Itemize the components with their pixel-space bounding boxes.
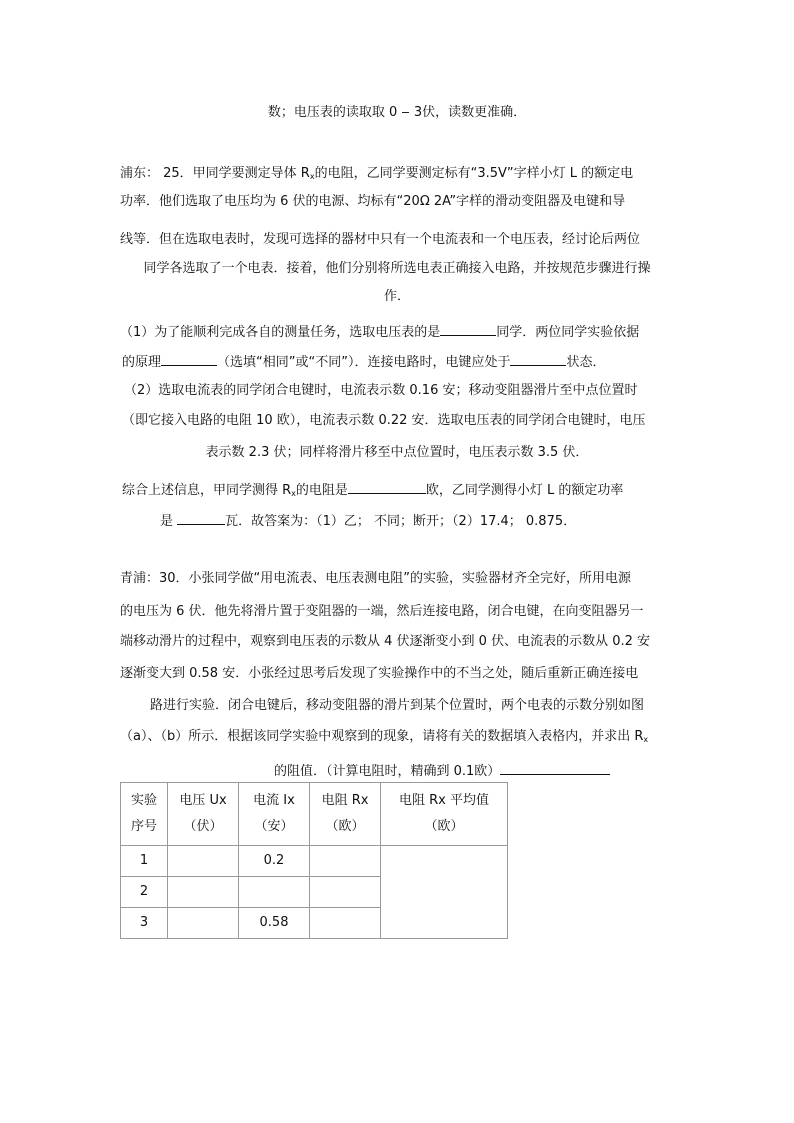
line-text: 是	[160, 514, 178, 529]
header-text: 电压 Ux	[179, 793, 227, 808]
line-text: 表示数 2.3 伏；同样将滑片移至中点位置时，电压表示数 3.5 伏．	[205, 445, 589, 460]
cell-resistance[interactable]	[310, 877, 381, 908]
qingpu-paragraph-line	[120, 728, 648, 749]
line-text: 路进行实验．闭合电键后，移动变阻器的滑片到某个位置时，两个电表的示数分别如图	[149, 698, 644, 713]
cell-no: 1	[121, 846, 168, 877]
subscript: x	[309, 172, 315, 181]
header-text: 序号	[130, 819, 157, 834]
line-text: 的电阻，乙同学要测定标有“3.5V”字样小灯 L 的额定电	[314, 166, 634, 181]
header-cell	[310, 783, 381, 846]
line-text: 的原理	[122, 355, 162, 370]
line-text: 的阻值．（计算电阻时，精确到 0.1欧）	[274, 764, 501, 779]
qingpu-paragraph-line	[120, 570, 631, 588]
cell-no: 3	[121, 908, 168, 939]
cell-no: 2	[121, 877, 168, 908]
header-cell	[121, 783, 168, 846]
subscript: x	[291, 489, 296, 498]
answer-blank	[177, 510, 225, 525]
qingpu-paragraph-line	[0, 697, 794, 715]
header-text: （欧）	[325, 819, 365, 834]
line-text: 逐渐变大到 0.58 安．小张经过思考后发现了实验操作中的不当之处，随后重新正确连接电	[120, 666, 639, 681]
line-text: 状态．	[566, 355, 606, 370]
cell-voltage[interactable]	[168, 877, 239, 908]
cell-resistance[interactable]	[310, 908, 381, 939]
line-text: 瓦．故答案为：（1）乙； 不同；断开；（2）17.4； 0.875．	[225, 514, 577, 529]
cell-resistance[interactable]	[310, 846, 381, 877]
table-header-row	[121, 783, 508, 846]
answer-blank	[510, 351, 566, 366]
cell-current[interactable]: 0.58	[239, 908, 310, 939]
line-text: 线等．但在选取电表时，发现可选择的器材中只有一个电流表和一个电压表，经讨论后两位	[120, 232, 641, 247]
answer-line	[160, 510, 576, 531]
question-2-line	[122, 412, 646, 430]
line-text: 的电压为 6 伏．他先将滑片置于变阻器的一端，然后连接电路，闭合电键，在向变阻器另一	[120, 604, 644, 619]
subscript: x	[643, 735, 649, 744]
question-1-line	[120, 321, 639, 342]
pudong-paragraph-line	[120, 193, 625, 211]
qingpu-paragraph-line	[120, 603, 644, 621]
line-text: 青浦：30．小张同学做“用电流表、电压表测电阻”的实验，实验器材齐全完好，所用电源	[120, 571, 632, 586]
qingpu-paragraph-line	[120, 665, 638, 683]
question-1-line	[122, 351, 605, 372]
line-text: 数；电压表的读取取 0 ‒ 3伏，读数更准确．	[267, 105, 527, 120]
line-text: （1）为了能顺利完成各自的测量任务，选取电压表的是	[120, 325, 441, 340]
pudong-paragraph-line	[0, 288, 794, 306]
line-text: 端移动滑片的过程中，观察到电压表的示数从 4 伏逐渐变小到 0 伏、电流表的示数从 0.2 安	[120, 634, 651, 649]
line-text: 欧，乙同学测得小灯 L 的额定功率	[425, 483, 624, 498]
header-cell	[168, 783, 239, 846]
line-text: 作．	[383, 289, 410, 304]
cell-current[interactable]	[239, 877, 310, 908]
cell-current[interactable]: 0.2	[239, 846, 310, 877]
line-text: 综合上述信息，甲同学测得 R	[122, 483, 292, 498]
header-text: （伏）	[183, 819, 223, 834]
line-text: 功率．他们选取了电压均为 6 伏的电源、均标有“20Ω 2A”字样的滑动变阻器及电键和导	[120, 194, 626, 209]
pudong-paragraph-line	[120, 231, 640, 249]
answer-blank	[440, 321, 496, 336]
line-text: （即它接入电路的电阻 10 欧），电流表示数 0.22 安．选取电压表的同学闭合电键时，电压	[122, 413, 646, 428]
data-table	[120, 782, 508, 939]
line-text: 的电阻是	[295, 483, 348, 498]
cell-voltage[interactable]	[168, 846, 239, 877]
question-2-line	[0, 444, 794, 462]
line-text: （2）选取电流表的同学闭合电键时，电流表示数 0.16 安；移动变阻器滑片至中点位置时	[124, 383, 638, 398]
header-text: （安）	[254, 819, 294, 834]
pudong-paragraph-line	[120, 165, 633, 186]
pudong-paragraph-line	[0, 260, 794, 278]
header-cell	[239, 783, 310, 846]
line-text: （选填“相同”或“不同”）．连接电路时，电键应处于	[217, 355, 511, 370]
answer-blank	[348, 479, 426, 494]
line-text: 浦东： 25．甲同学要测定导体 R	[120, 166, 310, 181]
question-2-line	[124, 382, 637, 400]
header-text: （欧）	[424, 819, 464, 834]
qingpu-paragraph-line	[120, 633, 650, 651]
line-text: （a）、（b）所示．根据该同学实验中观察到的现象，请将有关的数据填入表格内，并求出 R	[120, 729, 644, 744]
cell-resistance-average[interactable]	[381, 846, 508, 939]
header-text: 实验	[130, 793, 157, 808]
cell-voltage[interactable]	[168, 908, 239, 939]
qingpu-paragraph-line	[274, 760, 610, 781]
text-line	[0, 104, 794, 122]
header-cell	[381, 783, 508, 846]
answer-blank	[161, 351, 217, 366]
table-row	[121, 846, 508, 877]
answer-blank	[500, 760, 610, 775]
header-text: 电阻 Rx	[321, 793, 369, 808]
header-text: 电流 Ix	[253, 793, 295, 808]
line-text: 同学．两位同学实验依据	[496, 325, 640, 340]
header-text: 电阻 Rx 平均值	[399, 793, 489, 808]
summary-line	[122, 479, 623, 503]
line-text: 同学各选取了一个电表．接着，他们分别将所选电表正确接入电路，并按规范步骤进行操	[143, 261, 651, 276]
